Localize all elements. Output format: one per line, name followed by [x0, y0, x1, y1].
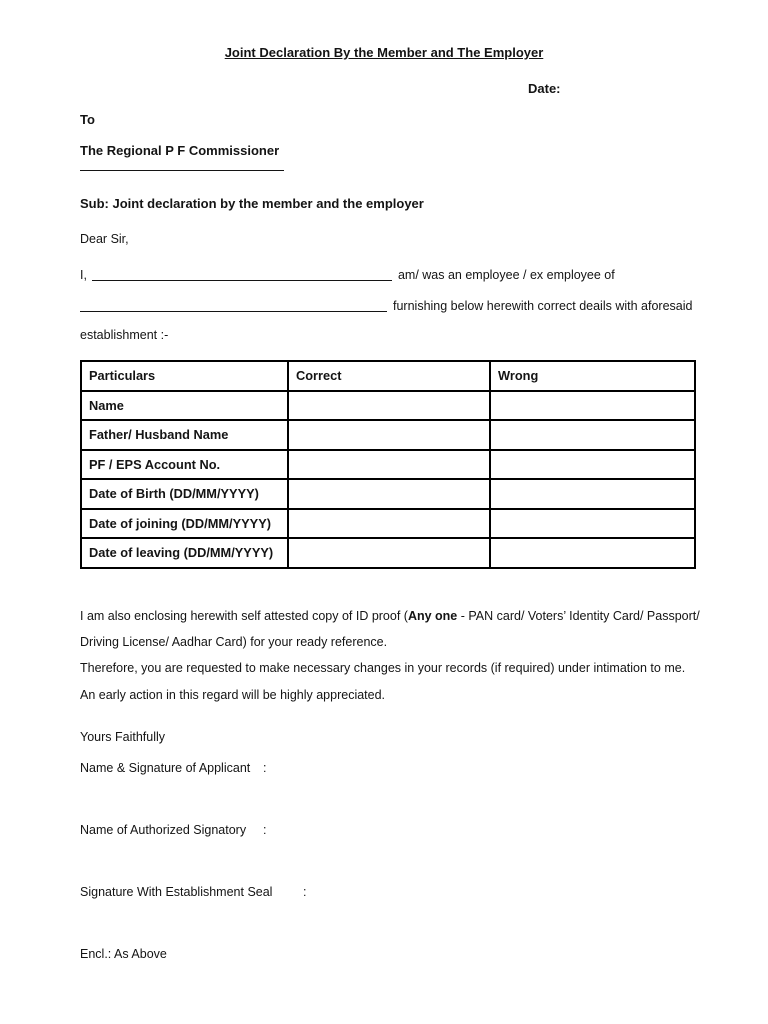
enclosure-paragraph-line-3: Therefore, you are requested to make necessary changes in your records (if required) under intimation to me. [80, 661, 686, 676]
table-header-row [82, 362, 694, 390]
intro-line-1-prefix: I, [80, 268, 87, 282]
salutation: Dear Sir, [80, 232, 129, 246]
wrong-cell [489, 451, 694, 479]
enclosure-paragraph [80, 603, 700, 708]
intro-line-2-suffix: furnishing below herewith correct deails with aforesaid [393, 299, 693, 313]
recipient-name: The Regional P F Commissioner [80, 143, 280, 158]
row-label: Father/ Husband Name [89, 427, 229, 443]
wrong-cell [489, 539, 694, 567]
wrong-cell [489, 480, 694, 508]
establishment-seal-label: Signature With Establishment Seal [80, 885, 273, 899]
table-header-wrong: Wrong [489, 362, 694, 390]
table-row-date-of-leaving [82, 537, 694, 567]
line1-post: - PAN card/ Voters’ Identity Card/ Passport/ [457, 609, 700, 623]
table-row-date-of-birth [82, 478, 694, 508]
row-label: Date of Birth (DD/MM/YYYY) [89, 486, 259, 502]
row-label: Date of leaving (DD/MM/YYYY) [89, 545, 274, 561]
line1-pre: I am also enclosing herewith self attested copy of ID proof ( [80, 609, 408, 623]
applicant-signature-line [80, 761, 266, 775]
table-header-particulars: Particulars [89, 368, 156, 384]
applicant-signature-label: Name & Signature of Applicant [80, 761, 251, 775]
any-one-emphasis: Any one [407, 609, 458, 623]
applicant-signature-colon: : [263, 761, 267, 775]
particulars-table [80, 360, 696, 569]
intro-line-1-suffix: am/ was an employee / ex employee of [397, 268, 615, 282]
table-header-correct: Correct [287, 362, 489, 390]
wrong-cell [489, 510, 694, 538]
row-label: PF / EPS Account No. [89, 456, 221, 472]
correct-cell [287, 392, 489, 420]
to-label: To [80, 112, 95, 127]
row-label: Name [89, 397, 124, 413]
establishment-seal-line [80, 885, 306, 899]
enclosure-note: Encl.: As Above [80, 947, 167, 961]
authorized-signatory-line [80, 823, 266, 837]
table-row-father-husband-name [82, 419, 694, 449]
correct-cell [287, 510, 489, 538]
document-title: Joint Declaration By the Member and The Employer [224, 45, 544, 60]
authorized-signatory-colon: : [263, 823, 267, 837]
table-row-name [82, 390, 694, 420]
valediction: Yours Faithfully [80, 730, 165, 744]
enclosure-paragraph-line-4: An early action in this regard will be highly appreciated. [80, 687, 386, 702]
table-row-date-of-joining [82, 508, 694, 538]
correct-cell [287, 539, 489, 567]
intro-line-1 [80, 266, 615, 282]
establishment-blank-field [80, 299, 387, 312]
correct-cell [287, 480, 489, 508]
subject-line: Sub: Joint declaration by the member and the employer [80, 196, 424, 211]
name-blank-field [92, 268, 392, 281]
row-label: Date of joining (DD/MM/YYYY) [89, 515, 271, 531]
authorized-signatory-label: Name of Authorized Signatory [80, 823, 247, 837]
intro-line-2 [80, 297, 692, 313]
date-label: Date: [528, 81, 561, 96]
wrong-cell [489, 421, 694, 449]
recipient-blank-line [80, 170, 284, 171]
table-row-pf-eps-account [82, 449, 694, 479]
intro-line-3: establishment :- [80, 328, 169, 342]
correct-cell [287, 451, 489, 479]
establishment-seal-colon: : [303, 885, 307, 899]
correct-cell [287, 421, 489, 449]
enclosure-paragraph-line-1 [80, 603, 700, 629]
enclosure-paragraph-line-2: Driving License/ Aadhar Card) for your ready reference. [80, 635, 388, 650]
wrong-cell [489, 392, 694, 420]
